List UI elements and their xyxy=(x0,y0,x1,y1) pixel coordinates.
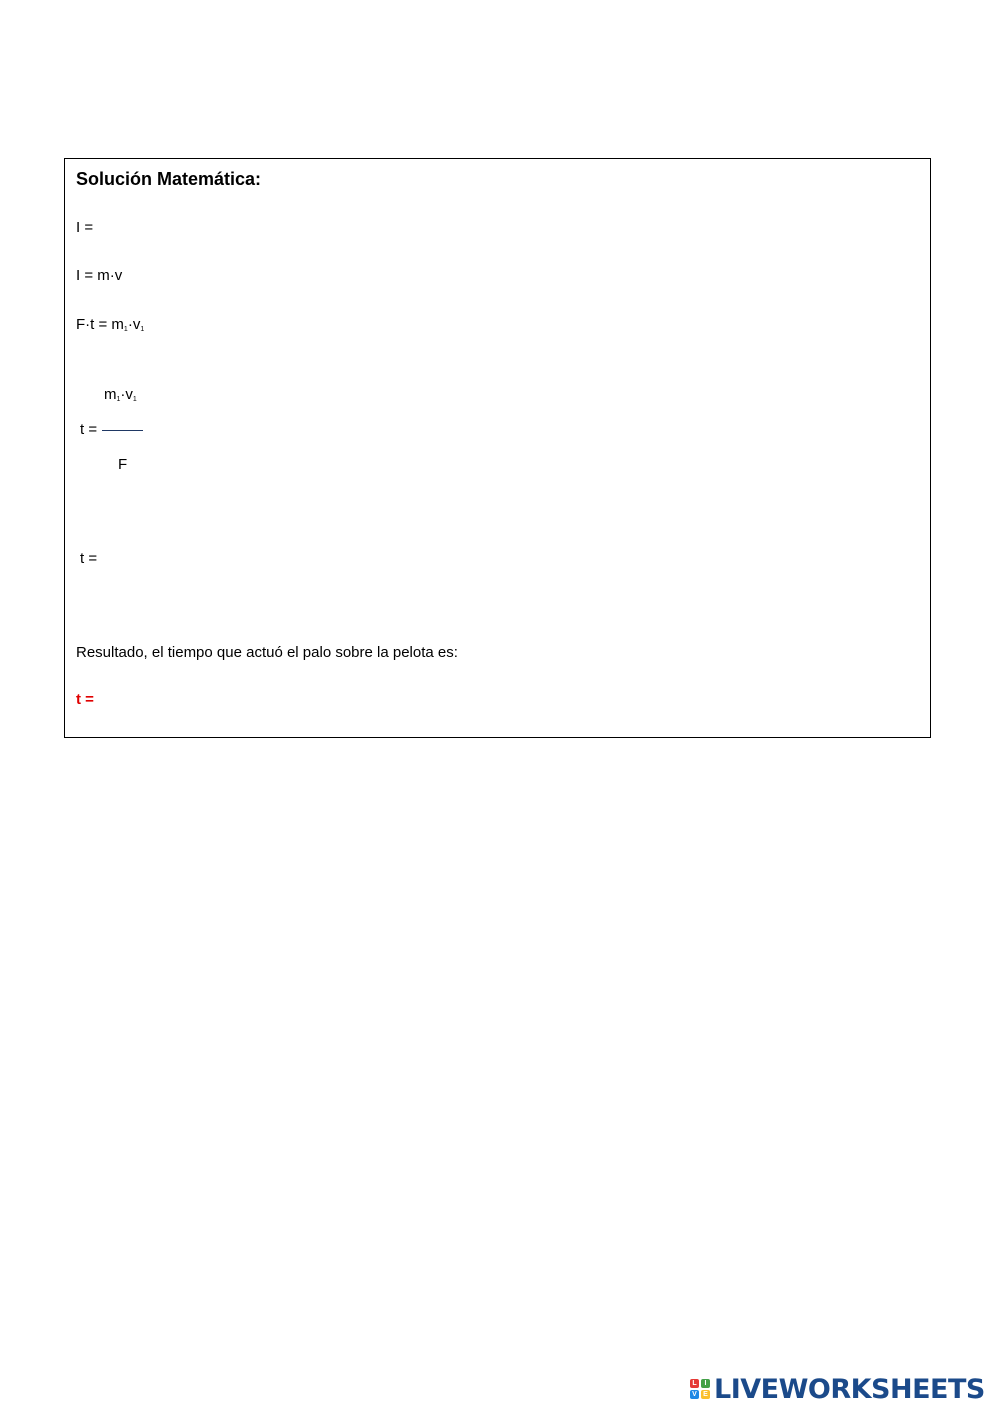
impulse-line: I = xyxy=(76,219,94,236)
fraction-denominator: F xyxy=(118,456,128,473)
force-time-formula: F·t = m1·v1 xyxy=(76,316,145,333)
liveworksheets-logo xyxy=(690,1375,985,1403)
result-value: t = xyxy=(76,691,94,708)
time-answer-line: t = xyxy=(80,550,98,567)
fraction-numerator: m1·v1 xyxy=(104,386,137,403)
impulse-formula: I = m·v xyxy=(76,267,123,284)
result-text: Resultado, el tiempo que actuó el palo sobre la pelota es: xyxy=(76,644,458,661)
brand-name: LIVEWORKSHEETS xyxy=(714,1373,985,1405)
fraction-bar xyxy=(102,430,143,431)
logo-icon xyxy=(690,1379,710,1399)
logo-letter-i: I xyxy=(701,1379,710,1388)
fraction-lhs: t = xyxy=(80,421,98,438)
logo-letter-e: E xyxy=(701,1390,710,1399)
logo-letter-v: V xyxy=(690,1390,699,1399)
solution-box xyxy=(64,158,931,738)
solution-title: Solución Matemática: xyxy=(76,169,262,189)
logo-letter-l: L xyxy=(690,1379,699,1388)
